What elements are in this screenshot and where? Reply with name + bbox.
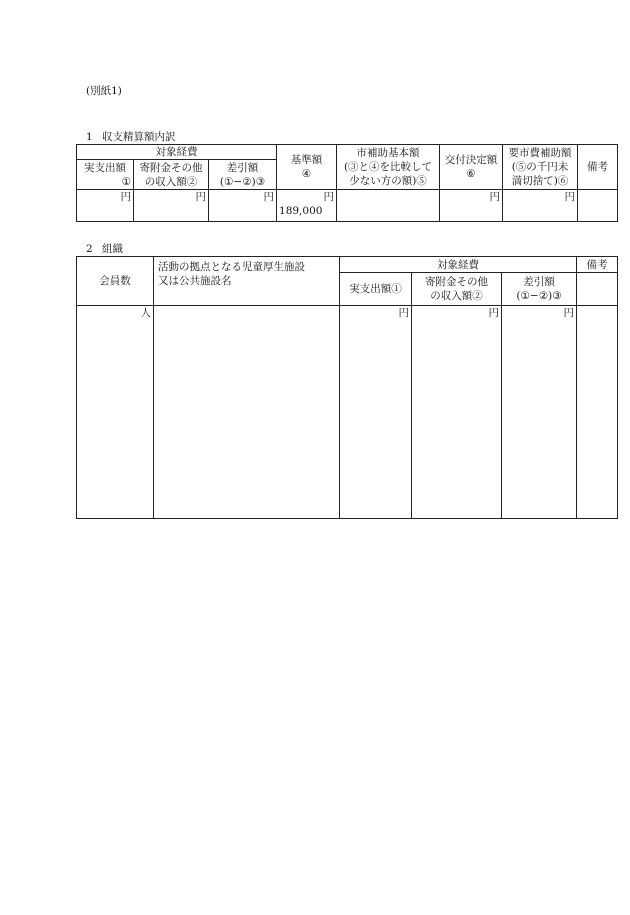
section-2-number: 2 [86,243,93,255]
header-required-city-subsidy: 要市費補助額 (⑤の千円未 満切捨て)⑥ [503,145,578,190]
header-members: 会員数 [77,257,154,306]
cell-donation-income: 円 [134,190,209,222]
cell-required-city-subsidy: 円 [503,190,578,222]
header-donation-income: 寄附金その他 の収入額② [134,160,209,190]
cell-actual-expense: 円 [77,190,134,222]
cell-city-base-amount [337,190,440,222]
section-1-heading [86,129,176,144]
cell-donation-income-2: 円 [412,306,502,519]
header-target-costs-2: 対象経費 [340,257,577,273]
header-remarks: 備考 [578,145,618,190]
header-actual-expense-2: 実支出額① [340,273,412,306]
attachment-label: (別紙1) [86,85,122,97]
cell-members: 人 [77,306,154,519]
header-standard-amount: 基準額 ④ [277,145,337,190]
cell-actual-expense-2: 円 [340,306,412,519]
header-city-base-amount: 市補助基本額 (③と④を比較して 少ない方の額)⑤ [337,145,440,190]
section-1-title: 収支精算額内訳 [102,131,176,143]
section-2-title: 組織 [102,243,123,255]
cell-difference-2: 円 [502,306,577,519]
header-difference: 差引額 (①−②)③ [209,160,277,190]
header-remarks-2: 備考 [577,257,618,273]
header-donation-income-2: 寄附金その他 の収入額② [412,273,502,306]
header-remarks-2-sub [577,273,618,306]
cell-remarks [578,190,618,222]
section-2-heading [86,241,123,256]
header-target-costs: 対象経費 [77,145,277,160]
header-difference-2: 差引額 (①−②)③ [502,273,577,306]
cell-difference: 円 [209,190,277,222]
settlement-breakdown-table [76,144,618,222]
standard-amount-value: 189,000 [279,205,323,217]
organization-table [76,256,618,519]
cell-decision-amount: 円 [440,190,503,222]
section-1-number: 1 [86,131,93,143]
cell-standard-amount: 円 189,000 [277,190,337,222]
cell-facility-name [154,306,340,519]
cell-remarks-2 [577,306,618,519]
header-actual-expense: 実支出額 ① [77,160,134,190]
header-facility-name: 活動の拠点となる児童厚生施設 又は公共施設名 [154,257,340,306]
header-decision-amount: 交付決定額 ⑥ [440,145,503,190]
